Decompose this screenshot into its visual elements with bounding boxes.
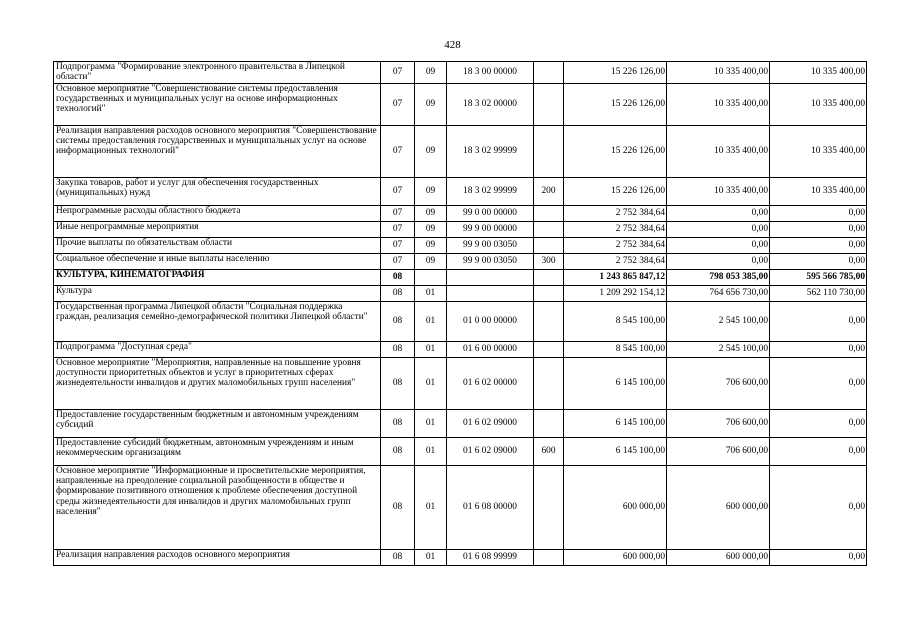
amount-year-1: 15 226 126,00 <box>564 126 667 178</box>
section-code: 07 <box>381 84 415 126</box>
section-code: 08 <box>381 438 415 466</box>
expense-type-code <box>534 84 564 126</box>
target-item-code: 99 0 00 00000 <box>447 206 534 222</box>
amount-year-3: 0,00 <box>770 410 867 438</box>
section-code: 07 <box>381 178 415 206</box>
section-code: 07 <box>381 206 415 222</box>
row-description: КУЛЬТУРА, КИНЕМАТОГРАФИЯ <box>54 270 381 286</box>
subsection-code: 01 <box>415 410 447 438</box>
subsection-code <box>415 270 447 286</box>
expense-type-code <box>534 206 564 222</box>
table-row <box>54 358 867 410</box>
amount-year-2: 0,00 <box>667 254 770 270</box>
expense-type-code <box>534 302 564 342</box>
expense-type-code: 200 <box>534 178 564 206</box>
amount-year-3: 10 335 400,00 <box>770 126 867 178</box>
amount-year-1: 2 752 384,64 <box>564 238 667 254</box>
subsection-code: 09 <box>415 238 447 254</box>
expense-type-code <box>534 126 564 178</box>
table-row <box>54 466 867 550</box>
amount-year-2: 2 545 100,00 <box>667 302 770 342</box>
target-item-code: 01 6 08 00000 <box>447 466 534 550</box>
row-description: Государственная программа Липецкой области "Социальная поддержка граждан, реализация семейно-демографической политики Липецкой области" <box>54 302 381 342</box>
subsection-code: 09 <box>415 206 447 222</box>
amount-year-2: 10 335 400,00 <box>667 126 770 178</box>
subsection-code: 09 <box>415 178 447 206</box>
row-description: Иные непрограммные мероприятия <box>54 222 381 238</box>
subsection-code: 01 <box>415 466 447 550</box>
amount-year-3: 10 335 400,00 <box>770 178 867 206</box>
subsection-code: 01 <box>415 550 447 566</box>
row-description: Основное мероприятие "Мероприятия, направленные на повышение уровня доступности приоритетных объектов и услуг в приоритетных сферах жизнедеятельности инвалидов и других маломобильных групп населения" <box>54 358 381 410</box>
amount-year-1: 2 752 384,64 <box>564 254 667 270</box>
amount-year-2: 706 600,00 <box>667 438 770 466</box>
budget-table-body <box>54 62 867 566</box>
amount-year-3: 0,00 <box>770 206 867 222</box>
amount-year-2: 600 000,00 <box>667 550 770 566</box>
amount-year-3: 0,00 <box>770 358 867 410</box>
section-code: 08 <box>381 358 415 410</box>
amount-year-3: 10 335 400,00 <box>770 62 867 84</box>
page-number: 428 <box>444 39 461 51</box>
target-item-code: 01 6 02 09000 <box>447 410 534 438</box>
target-item-code <box>447 270 534 286</box>
amount-year-2: 0,00 <box>667 222 770 238</box>
amount-year-2: 0,00 <box>667 238 770 254</box>
expense-type-code: 600 <box>534 438 564 466</box>
table-row <box>54 254 867 270</box>
expense-type-code <box>534 550 564 566</box>
target-item-code: 18 3 02 00000 <box>447 84 534 126</box>
target-item-code <box>447 286 534 302</box>
amount-year-2: 2 545 100,00 <box>667 342 770 358</box>
amount-year-2: 10 335 400,00 <box>667 178 770 206</box>
section-code: 08 <box>381 286 415 302</box>
amount-year-3: 0,00 <box>770 438 867 466</box>
target-item-code: 01 6 00 00000 <box>447 342 534 358</box>
table-row <box>54 550 867 566</box>
row-description: Закупка товаров, работ и услуг для обеспечения государственных (муниципальных) нужд <box>54 178 381 206</box>
amount-year-1: 15 226 126,00 <box>564 84 667 126</box>
amount-year-1: 600 000,00 <box>564 550 667 566</box>
row-description: Подпрограмма "Доступная среда" <box>54 342 381 358</box>
table-row <box>54 270 867 286</box>
expense-type-code <box>534 358 564 410</box>
amount-year-3: 0,00 <box>770 222 867 238</box>
expense-type-code <box>534 342 564 358</box>
target-item-code: 01 0 00 00000 <box>447 302 534 342</box>
section-code: 07 <box>381 222 415 238</box>
amount-year-3: 10 335 400,00 <box>770 84 867 126</box>
row-description: Основное мероприятие "Совершенствование системы предоставления государственных и муниципальных услуг на основе информационных технологий" <box>54 84 381 126</box>
table-row <box>54 342 867 358</box>
subsection-code: 09 <box>415 84 447 126</box>
subsection-code: 09 <box>415 62 447 84</box>
amount-year-1: 6 145 100,00 <box>564 410 667 438</box>
amount-year-1: 1 243 865 847,12 <box>564 270 667 286</box>
section-code: 08 <box>381 410 415 438</box>
row-description: Реализация направления расходов основного мероприятия "Совершенствование системы предоставления государственных и муниципальных услуг на основе информационных технологий" <box>54 126 381 178</box>
row-description: Культура <box>54 286 381 302</box>
expense-type-code <box>534 62 564 84</box>
expense-type-code <box>534 270 564 286</box>
target-item-code: 18 3 02 99999 <box>447 178 534 206</box>
expense-type-code <box>534 466 564 550</box>
amount-year-3: 0,00 <box>770 466 867 550</box>
amount-year-1: 6 145 100,00 <box>564 438 667 466</box>
amount-year-1: 15 226 126,00 <box>564 178 667 206</box>
subsection-code: 09 <box>415 254 447 270</box>
target-item-code: 01 6 08 99999 <box>447 550 534 566</box>
section-code: 07 <box>381 238 415 254</box>
amount-year-1: 8 545 100,00 <box>564 342 667 358</box>
subsection-code: 01 <box>415 438 447 466</box>
table-row <box>54 84 867 126</box>
target-item-code: 99 9 00 03050 <box>447 254 534 270</box>
section-code: 07 <box>381 126 415 178</box>
section-code: 08 <box>381 270 415 286</box>
subsection-code: 09 <box>415 126 447 178</box>
table-row <box>54 62 867 84</box>
section-code: 07 <box>381 254 415 270</box>
amount-year-2: 0,00 <box>667 206 770 222</box>
section-code: 08 <box>381 302 415 342</box>
target-item-code: 18 3 00 00000 <box>447 62 534 84</box>
expense-type-code <box>534 222 564 238</box>
amount-year-3: 0,00 <box>770 254 867 270</box>
row-description: Реализация направления расходов основного мероприятия <box>54 550 381 566</box>
amount-year-3: 0,00 <box>770 342 867 358</box>
table-row <box>54 410 867 438</box>
budget-table <box>53 61 867 566</box>
amount-year-2: 10 335 400,00 <box>667 84 770 126</box>
expense-type-code <box>534 286 564 302</box>
subsection-code: 01 <box>415 286 447 302</box>
table-row <box>54 302 867 342</box>
table-row <box>54 238 867 254</box>
row-description: Социальное обеспечение и иные выплаты населению <box>54 254 381 270</box>
subsection-code: 09 <box>415 222 447 238</box>
amount-year-1: 8 545 100,00 <box>564 302 667 342</box>
section-code: 08 <box>381 342 415 358</box>
expense-type-code <box>534 238 564 254</box>
target-item-code: 01 6 02 09000 <box>447 438 534 466</box>
amount-year-3: 0,00 <box>770 238 867 254</box>
amount-year-2: 764 656 730,00 <box>667 286 770 302</box>
amount-year-1: 1 209 292 154,12 <box>564 286 667 302</box>
table-row <box>54 206 867 222</box>
expense-type-code: 300 <box>534 254 564 270</box>
amount-year-1: 6 145 100,00 <box>564 358 667 410</box>
table-row <box>54 222 867 238</box>
amount-year-3: 0,00 <box>770 302 867 342</box>
subsection-code: 01 <box>415 302 447 342</box>
table-row <box>54 178 867 206</box>
subsection-code: 01 <box>415 342 447 358</box>
target-item-code: 99 9 00 00000 <box>447 222 534 238</box>
row-description: Прочие выплаты по обязательствам области <box>54 238 381 254</box>
table-row <box>54 286 867 302</box>
section-code: 07 <box>381 62 415 84</box>
amount-year-1: 2 752 384,64 <box>564 206 667 222</box>
target-item-code: 18 3 02 99999 <box>447 126 534 178</box>
target-item-code: 99 9 00 03050 <box>447 238 534 254</box>
amount-year-1: 600 000,00 <box>564 466 667 550</box>
amount-year-1: 15 226 126,00 <box>564 62 667 84</box>
amount-year-3: 562 110 730,00 <box>770 286 867 302</box>
row-description: Непрограммные расходы областного бюджета <box>54 206 381 222</box>
amount-year-2: 706 600,00 <box>667 358 770 410</box>
table-row <box>54 126 867 178</box>
amount-year-3: 595 566 785,00 <box>770 270 867 286</box>
row-description: Подпрограмма "Формирование электронного правительства в Липецкой области" <box>54 62 381 84</box>
section-code: 08 <box>381 550 415 566</box>
target-item-code: 01 6 02 00000 <box>447 358 534 410</box>
expense-type-code <box>534 410 564 438</box>
row-description: Основное мероприятие "Информационные и просветительские мероприятия, направленные на преодоление социальной разобщенности в обществе и формирование позитивного отношения к проблеме обеспечения доступной среды жизнедеятельности для инвалидов и других маломобильных групп населения" <box>54 466 381 550</box>
row-description: Предоставление субсидий бюджетным, автономным учреждениям и иным некоммерческим организациям <box>54 438 381 466</box>
row-description: Предоставление государственным бюджетным и автономным учреждениям субсидий <box>54 410 381 438</box>
table-row <box>54 438 867 466</box>
amount-year-3: 0,00 <box>770 550 867 566</box>
amount-year-2: 600 000,00 <box>667 466 770 550</box>
amount-year-1: 2 752 384,64 <box>564 222 667 238</box>
amount-year-2: 706 600,00 <box>667 410 770 438</box>
section-code: 08 <box>381 466 415 550</box>
subsection-code: 01 <box>415 358 447 410</box>
amount-year-2: 10 335 400,00 <box>667 62 770 84</box>
amount-year-2: 798 053 385,00 <box>667 270 770 286</box>
